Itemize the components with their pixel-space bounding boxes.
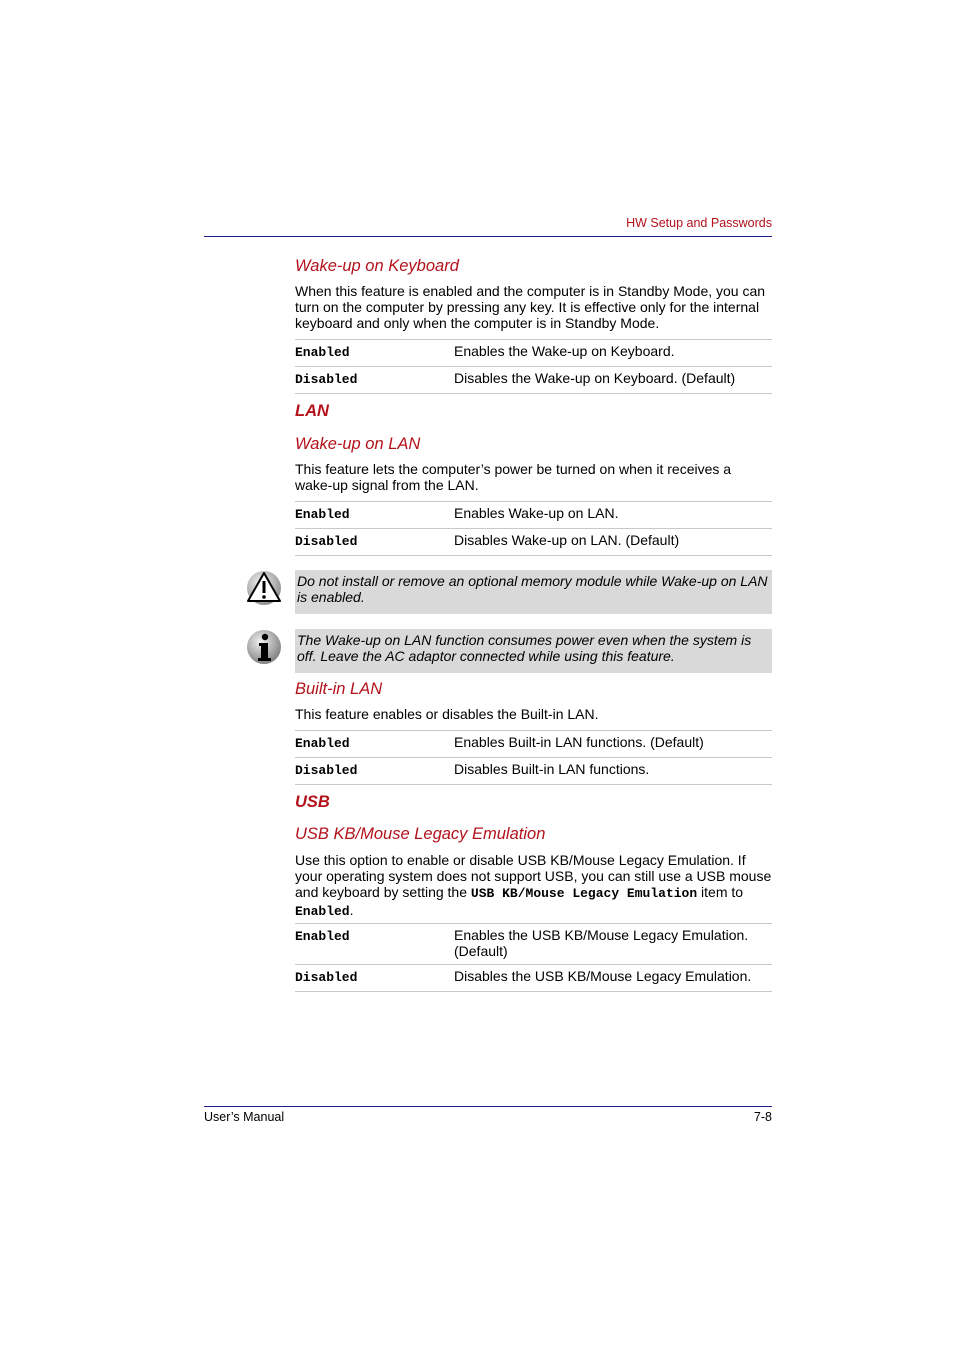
table-row <box>295 340 772 367</box>
footer-manual-title: User’s Manual <box>204 1110 285 1124</box>
option-key: Enabled <box>295 340 454 367</box>
para-wake-keyboard: When this feature is enabled and the computer is in Standby Mode, you can turn on the computer by pressing any key. It is effective only for the internal keyboard and only when the computer is in Standby Mode. <box>295 283 766 331</box>
heading-usb-legacy: USB KB/Mouse Legacy Emulation <box>295 825 546 843</box>
option-key: Enabled <box>295 502 454 529</box>
option-desc: Disables Wake-up on LAN. (Default) <box>454 529 772 556</box>
table-wake-keyboard <box>295 339 772 394</box>
heading-wake-keyboard: Wake-up on Keyboard <box>295 257 459 275</box>
code-enabled: Enabled <box>295 904 350 919</box>
option-desc: Disables Built-in LAN functions. <box>454 758 772 785</box>
table-row <box>295 529 772 556</box>
table-builtin-lan <box>295 730 772 785</box>
heading-wake-lan: Wake-up on LAN <box>295 435 421 453</box>
table-row <box>295 965 772 992</box>
option-desc: Enables the Wake-up on Keyboard. <box>454 340 772 367</box>
option-key: Enabled <box>295 924 454 965</box>
option-desc: Enables the USB KB/Mouse Legacy Emulation. (Default) <box>454 924 772 965</box>
heading-lan: LAN <box>295 402 329 420</box>
option-desc: Disables the Wake-up on Keyboard. (Default) <box>454 367 772 394</box>
warning-note: Do not install or remove an optional memory module while Wake-up on LAN is enabled. <box>295 570 772 614</box>
para-text: . <box>349 902 354 918</box>
para-usb-legacy <box>295 852 772 920</box>
info-note: The Wake-up on LAN function consumes power even when the system is off. Leave the AC adaptor connected while using this feature. <box>295 629 772 673</box>
table-row <box>295 502 772 529</box>
header-rule <box>204 236 772 237</box>
heading-builtin-lan: Built-in LAN <box>295 680 383 698</box>
code-usb-legacy: USB KB/Mouse Legacy Emulation <box>470 886 698 901</box>
table-row <box>295 924 772 965</box>
table-usb-legacy <box>295 923 772 992</box>
running-header: HW Setup and Passwords <box>626 216 772 230</box>
option-key: Disabled <box>295 965 454 992</box>
para-wake-lan: This feature lets the computer’s power be turned on when it receives a wake-up signal from the LAN. <box>295 461 732 493</box>
page-number: 7-8 <box>753 1110 772 1124</box>
option-key: Disabled <box>295 529 454 556</box>
option-desc: Enables Wake-up on LAN. <box>454 502 772 529</box>
info-icon <box>245 628 283 666</box>
table-row <box>295 367 772 394</box>
para-text: item to <box>697 884 744 900</box>
option-desc: Enables Built-in LAN functions. (Default) <box>454 731 772 758</box>
option-key: Enabled <box>295 731 454 758</box>
table-row <box>295 758 772 785</box>
option-desc: Disables the USB KB/Mouse Legacy Emulation. <box>454 965 772 992</box>
warning-icon <box>245 569 283 607</box>
para-builtin-lan: This feature enables or disables the Built-in LAN. <box>295 706 599 722</box>
option-key: Disabled <box>295 758 454 785</box>
table-row <box>295 731 772 758</box>
option-key: Disabled <box>295 367 454 394</box>
heading-usb: USB <box>295 793 330 811</box>
para-text: Use this option to enable or disable USB KB/Mouse Legacy Emulation. If your operating system does not support USB, you can still use a USB mouse and keyboard by setting the <box>295 852 772 900</box>
table-wake-lan <box>295 501 772 556</box>
footer-rule <box>204 1106 772 1107</box>
